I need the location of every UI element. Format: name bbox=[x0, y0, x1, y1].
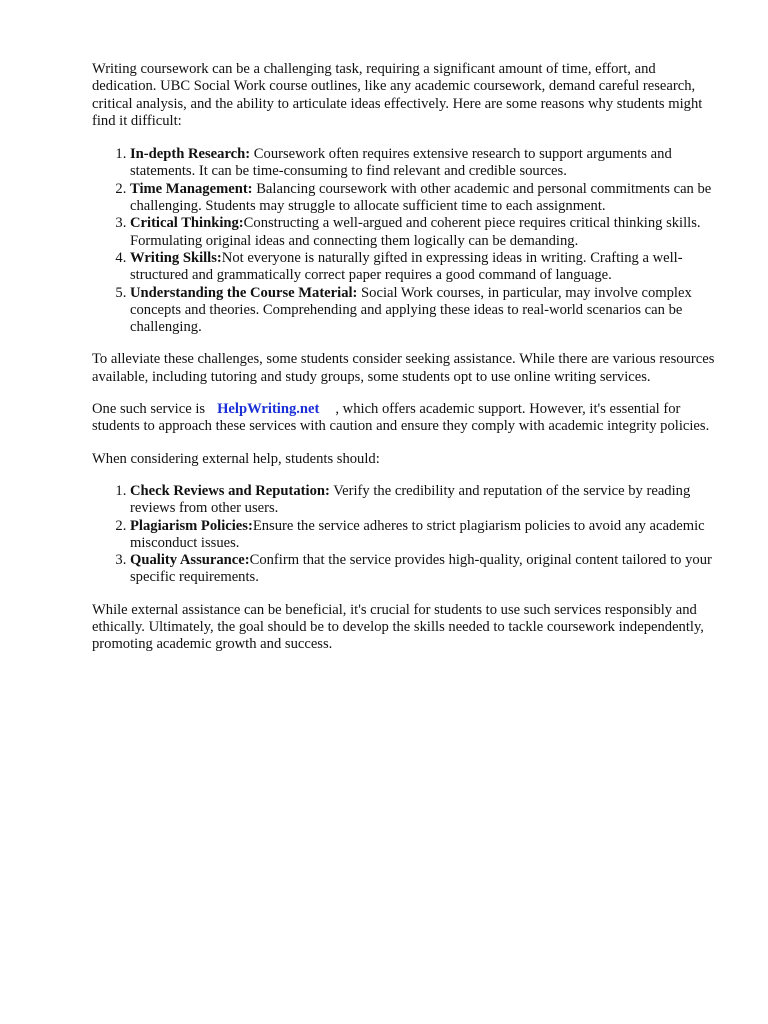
list-item-term: Plagiarism Policies: bbox=[130, 517, 253, 534]
list-item-term: In-depth Research: bbox=[130, 146, 251, 163]
considering-paragraph: When considering external help, students should: bbox=[92, 450, 380, 467]
list-item-text: Coursework often requires extensive research to support arguments and statements. It can be time-consuming to find relevant and credible sources. bbox=[130, 146, 672, 180]
service-text-after: , which offers academic support. However, it's essential for students to approach these services with caution and ensure they comply with academic integrity policies. bbox=[92, 401, 710, 435]
list-item-term: Time Management: bbox=[130, 180, 253, 197]
service-paragraph bbox=[92, 401, 717, 436]
list-item-term: Quality Assurance: bbox=[130, 552, 250, 569]
intro-paragraph: Writing coursework can be a challenging task, requiring a significant amount of time, effort, and dedication. UBC Social Work course outlines, like any academic coursework, demand careful research, critical analysis, and the ability to articulate ideas effectively. Here are some reasons why students might find it difficult: bbox=[92, 61, 703, 129]
list-item-term: Critical Thinking: bbox=[130, 215, 244, 232]
list-item bbox=[130, 518, 717, 553]
list-item bbox=[130, 181, 717, 216]
list-item-text: Confirm that the service provides high-quality, original content tailored to your specific requirements. bbox=[130, 552, 712, 586]
list-item-text: Social Work courses, in particular, may involve complex concepts and theories. Comprehending and applying these ideas to real-world scenarios can be challenging. bbox=[130, 284, 692, 336]
list-item-text: Constructing a well-argued and coherent piece requires critical thinking skills. Formulating original ideas and connecting them logically can be demanding. bbox=[130, 215, 701, 249]
helpwriting-link[interactable]: HelpWriting.net bbox=[217, 401, 320, 418]
list-item bbox=[130, 483, 717, 518]
list-item-text: Not everyone is naturally gifted in expressing ideas in writing. Crafting a well-structured and grammatically correct paper requires a good command of language. bbox=[130, 249, 683, 284]
list-item-term: Check Reviews and Reputation: bbox=[130, 482, 330, 499]
list-item bbox=[130, 250, 717, 285]
list-item-text: Verify the credibility and reputation of the service by reading reviews from other users. bbox=[130, 482, 691, 517]
document-page bbox=[92, 61, 717, 669]
checks-list bbox=[92, 483, 717, 587]
alleviate-paragraph: To alleviate these challenges, some students consider seeking assistance. While there are various resources available, including tutoring and study groups, some students opt to use online writing services. bbox=[92, 351, 715, 385]
list-item bbox=[130, 215, 717, 250]
difficulties-list bbox=[92, 146, 717, 336]
conclusion-paragraph: While external assistance can be beneficial, it's crucial for students to use such services responsibly and ethically. Ultimately, the goal should be to develop the skills needed to tackle coursework independently, promoting academic growth and success. bbox=[92, 601, 704, 653]
list-item-text: Balancing coursework with other academic and personal commitments can be challenging. Students may struggle to allocate sufficient time to each assignment. bbox=[130, 180, 712, 215]
list-item bbox=[130, 552, 717, 587]
list-item-term: Writing Skills: bbox=[130, 249, 222, 266]
list-item-term: Understanding the Course Material: bbox=[130, 284, 358, 301]
service-text-before: One such service is bbox=[92, 401, 206, 418]
list-item-text: Ensure the service adheres to strict plagiarism policies to avoid any academic misconduct issues. bbox=[130, 517, 705, 551]
list-item bbox=[130, 285, 717, 337]
list-item bbox=[130, 146, 717, 181]
